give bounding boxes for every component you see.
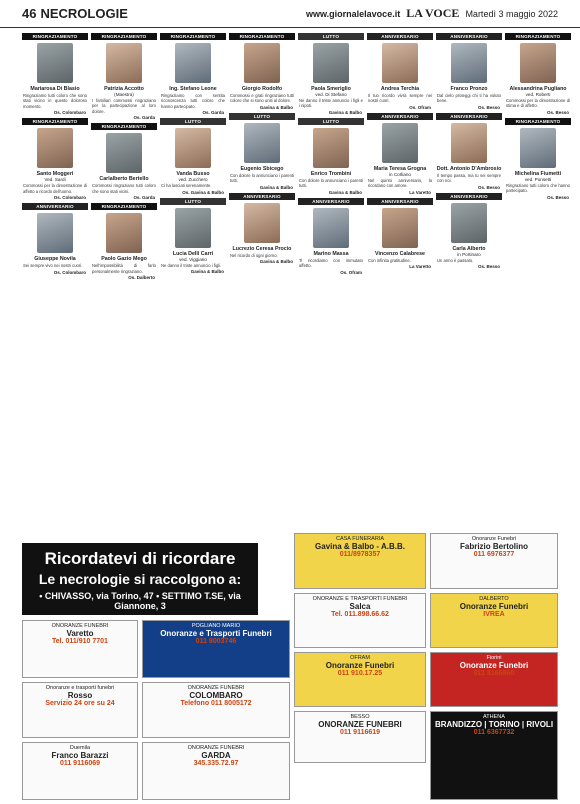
portrait-photo — [313, 43, 349, 83]
newspaper-name: LA VOCE — [406, 6, 460, 20]
notice-type-bar: ANNIVERSARIO — [298, 198, 364, 205]
funeral-home-signature: Os. Ofram — [409, 104, 431, 110]
notice-text: Nell'impossibilità di farlo personalmente ringraziano. — [92, 263, 156, 274]
reminder-subtitle: Le necrologie si raccolgono a: — [38, 571, 242, 587]
notice-type-bar: ANNIVERSARIO — [229, 193, 295, 200]
obituary-card — [229, 113, 295, 190]
ad-tel: Telefono 011 8005172 — [180, 700, 252, 707]
portrait-photo — [106, 133, 142, 173]
notice-text: Un anno è passato. — [437, 257, 474, 263]
obituary-card — [229, 193, 295, 264]
deceased-name: Vincenzo Calabrese — [375, 250, 425, 257]
notice-type-bar: RINGRAZIAMENTO — [229, 33, 295, 40]
deceased-name: Mariarosa Di Blasio — [30, 86, 80, 92]
ad-tel: 345.335.72.97 — [193, 760, 239, 767]
notice-text: Ne danno il triste annuncio i figli e i nipoti. — [299, 98, 363, 109]
obituary-column — [91, 33, 157, 283]
notice-type-bar: RINGRAZIAMENTO — [160, 33, 226, 40]
notice-type-bar: RINGRAZIAMENTO — [22, 33, 88, 40]
ad-gavina[interactable] — [294, 533, 426, 589]
funeral-home-signature: La Varetto — [409, 264, 431, 270]
obituary-card — [229, 33, 295, 110]
ad-dalberto[interactable] — [430, 593, 558, 648]
obituary-card — [160, 198, 226, 274]
notice-text: Ti ricordiamo con immutato affetto. — [299, 257, 363, 269]
notice-text: Commossi per la dimostrazione di affetto a ricordo dell'uomo. — [23, 183, 87, 194]
obituary-card — [160, 118, 226, 194]
obituary-card — [436, 193, 502, 269]
ad-rosso[interactable] — [22, 682, 138, 738]
ad-colombaro[interactable] — [142, 682, 290, 738]
reminder-title: Ricordatevi di ricordare — [44, 549, 236, 568]
ad-tel: 011 6976377 — [473, 551, 515, 558]
ad-brand: Onoranze e Trasporti Funebri — [160, 629, 272, 638]
issue-date: Martedì 3 maggio 2022 — [465, 8, 558, 19]
ad-name: Onoranze e trasporti funebri — [45, 685, 115, 691]
notice-type-bar: RINGRAZIAMENTO — [91, 33, 157, 40]
notice-type-bar: LUTTO — [160, 198, 226, 205]
ad-tel: 011 6367732 — [473, 729, 515, 736]
obituary-card — [298, 118, 364, 195]
notice-text: Sei sempre vivo nei nostri cuori. — [23, 263, 83, 269]
notice-text: Ne danno il triste annuncio i figli. — [161, 262, 222, 268]
ad-tel: 011 910.17.25 — [337, 670, 383, 677]
section-title: NECROLOGIE — [40, 6, 128, 21]
obituary-card — [298, 198, 364, 275]
portrait-photo — [175, 128, 211, 168]
ad-tel: 011 8003746 — [195, 638, 237, 645]
portrait-photo — [37, 128, 73, 168]
ad-name: ONORANZE FUNEBRI — [51, 623, 109, 629]
portrait-photo — [520, 43, 556, 83]
ad-name: ONORANZE E TRASPORTI FUNEBRI — [312, 596, 408, 602]
notice-type-bar: ANNIVERSARIO — [436, 193, 502, 200]
notice-type-bar: ANNIVERSARIO — [367, 113, 433, 120]
ad-brand: Salca — [349, 602, 371, 611]
ad-name: CASA FUNERARIA — [336, 536, 384, 542]
deceased-name: Dott. Antonio D'Ambrosio — [436, 165, 502, 172]
notice-text: Con infinita gratitudine. — [368, 257, 411, 263]
deceased-name: Marino Massa — [313, 250, 349, 257]
deceased-name: Vanda Busso — [176, 171, 210, 178]
obituary-card — [91, 123, 157, 200]
obituary-card — [91, 33, 157, 120]
funeral-home-signature: Os. Garda — [133, 195, 155, 201]
funeral-home-signature: Gavina & Balbo — [259, 184, 293, 190]
ad-name: POGLIANO MARIO — [191, 623, 241, 629]
obituary-card — [22, 203, 88, 274]
obituary-card — [91, 203, 157, 280]
notice-type-bar: ANNIVERSARIO — [436, 113, 502, 120]
ad-brand: Fabrizio Bertolino — [460, 542, 528, 551]
funeral-home-signature: Os. Besso — [477, 104, 500, 110]
deceased-subtitle: ved. Di Stefano — [315, 92, 347, 97]
deceased-name: Patrizia Accotto — [104, 86, 144, 92]
notice-type-bar: LUTTO — [160, 118, 226, 125]
funeral-home-signature: Gavina & Balbo — [190, 269, 224, 275]
funeral-home-signature: Os. Besso — [477, 184, 500, 190]
portrait-photo — [382, 43, 418, 83]
ad-tel: IVREA — [483, 611, 505, 618]
ad-tel: 011 8166860 — [473, 670, 515, 677]
portrait-photo — [382, 208, 418, 248]
funeral-home-signature: Os. Ofram — [340, 269, 362, 275]
deceased-name: Enrico Trombini — [310, 170, 352, 177]
funeral-home-signature: Gavina & Balbo — [328, 109, 362, 115]
ad-brand: Onoranze Funebri — [459, 602, 529, 611]
deceased-subtitle: ved. Viggiano — [179, 256, 207, 262]
obituary-card — [367, 198, 433, 269]
notice-text: Ringraziamo tutti coloro che sono stati vicino in questo doloroso momento. — [23, 93, 87, 109]
notice-text: Ci ha lasciati serenamente. — [161, 183, 212, 189]
deceased-name: Paolo Gazio Mego — [101, 256, 147, 263]
notice-type-bar: RINGRAZIAMENTO — [22, 118, 88, 125]
deceased-name: Alessandrina Pugliano — [509, 86, 567, 92]
ad-brand: Franco Barazzi — [51, 751, 109, 760]
ad-tel: Tel. 011/910 7701 — [52, 638, 108, 645]
deceased-subtitle: in Portinaro — [457, 251, 481, 257]
notice-type-bar: RINGRAZIAMENTO — [505, 33, 571, 40]
ad-garda[interactable] — [142, 742, 290, 800]
notice-text: Commossi per la dimostrazione di stima e di affetto. — [506, 98, 570, 109]
portrait-photo — [451, 203, 487, 243]
ad-brand: ONORANZE FUNEBRI — [318, 720, 402, 729]
notice-type-bar: RINGRAZIAMENTO — [505, 118, 571, 125]
notice-text: Il tempo passa, ma tu sei sempre con noi. — [437, 172, 501, 184]
funeral-home-signature: Os. Colombaro — [53, 110, 86, 116]
portrait-photo — [451, 123, 487, 163]
portrait-photo — [175, 208, 211, 248]
ad-brand: Varetto — [66, 629, 94, 638]
ad-salca[interactable] — [294, 593, 426, 648]
obituary-card — [505, 118, 571, 200]
deceased-subtitle: (Maestra) — [114, 92, 134, 97]
deceased-name: Maria Teresa Grogna — [373, 165, 427, 172]
funeral-home-signature: Gavina & Balbo — [259, 259, 293, 265]
funeral-home-signature: Os. Gavina & Balbo — [182, 189, 224, 195]
portrait-photo — [37, 213, 73, 253]
notice-type-bar: RINGRAZIAMENTO — [91, 203, 157, 210]
deceased-name: Carla Alberto — [452, 245, 486, 252]
ad-name: Fiorini — [486, 655, 502, 661]
ad-name: Duemila — [69, 745, 91, 751]
ad-brand: Gavina & Balbo - A.B.B. — [315, 542, 405, 551]
deceased-name: Carlalberto Bertello — [99, 176, 149, 183]
notice-text: Nel quinto anniversario, la ricordano con amore. — [368, 177, 432, 189]
notice-type-bar: RINGRAZIAMENTO — [91, 123, 157, 130]
ad-fabrizio[interactable] — [430, 533, 558, 589]
obituary-card — [298, 33, 364, 115]
deceased-name: Eugenio Sbicego — [240, 165, 284, 172]
notice-type-bar: LUTTO — [298, 118, 364, 125]
deceased-subtitle: ved. Roberti — [525, 92, 551, 97]
notice-type-bar: ANNIVERSARIO — [22, 203, 88, 210]
portrait-photo — [451, 43, 487, 83]
notice-text: Ringraziano tutti coloro che hanno partecipato. — [506, 182, 570, 194]
ad-brand: COLOMBARO — [189, 691, 243, 700]
portrait-photo — [175, 43, 211, 83]
notice-type-bar: ANNIVERSARIO — [367, 198, 433, 205]
portrait-photo — [520, 128, 556, 168]
obituary-column — [160, 33, 226, 277]
obituary-card — [505, 33, 571, 115]
notice-type-bar: ANNIVERSARIO — [436, 33, 502, 40]
ad-tel: 011/8978357 — [339, 551, 381, 558]
ad-tel: Tel. 011.898.66.62 — [331, 611, 389, 618]
ad-name: ONORANZE FUNEBRI — [187, 745, 245, 751]
ad-brand: Rosso — [67, 691, 93, 700]
ad-varetto[interactable] — [22, 620, 138, 678]
ad-brand: Onoranze Funebri — [325, 661, 395, 670]
ad-name: ATHENA — [483, 714, 505, 720]
obituary-card — [436, 113, 502, 190]
reminder-addresses: • CHIVASSO, via Torino, 47 • SETTIMO T.SE, via Giannone, 3 — [39, 591, 241, 611]
funeral-home-signature: Os. Garda — [202, 110, 224, 116]
notice-type-bar: LUTTO — [229, 113, 295, 120]
funeral-home-signature: Gavina & Balbo — [328, 189, 362, 195]
obituary-column — [298, 33, 364, 278]
deceased-name: Giuseppe Novila — [34, 256, 76, 263]
ad-athena[interactable] — [430, 711, 558, 800]
deceased-name: Santo Moggeri — [36, 171, 74, 178]
portrait-photo — [313, 128, 349, 168]
funeral-home-signature: Os. Colombaro — [53, 269, 86, 275]
deceased-subtitle: ved. Zucchero — [178, 177, 208, 183]
funeral-home-signature: La Varetto — [409, 189, 431, 195]
page-header — [0, 0, 580, 28]
portrait-photo — [106, 213, 142, 253]
ad-fiorini[interactable] — [430, 652, 558, 707]
notice-text: I familiari commossi ringraziano per la partecipazione al loro dolore. — [92, 98, 156, 114]
site-url[interactable]: www.giornalelavoce.it — [306, 8, 401, 19]
obituary-column — [22, 33, 88, 278]
notice-text: Ringraziamo con sentita riconoscenza tutti coloro che hanno partecipato. — [161, 93, 225, 109]
notice-text: Dal cielo proteggi chi ti ha voluto bene. — [437, 93, 501, 104]
notice-text: Con dolore lo annunciano i parenti tutti. — [230, 172, 294, 184]
portrait-photo — [244, 203, 280, 243]
deceased-subtitle: ved. Ponsetti — [524, 176, 552, 182]
ad-name: BESSO — [350, 714, 370, 720]
deceased-name: Michelina Fiumetti — [514, 170, 562, 177]
funeral-home-signature: Os. Besso — [477, 264, 500, 270]
notice-type-bar: LUTTO — [298, 33, 364, 40]
ad-tel: Servizio 24 ore su 24 — [45, 700, 115, 707]
funeral-home-signature: Os. Besso — [546, 194, 569, 200]
ad-tel: 011 9116619 — [339, 729, 381, 736]
ad-name: ONORANZE FUNEBRI — [187, 685, 245, 691]
obituary-card — [160, 33, 226, 115]
obituary-card — [436, 33, 502, 110]
obituary-card — [367, 33, 433, 110]
deceased-name: Andrea Terchia — [380, 86, 420, 92]
portrait-photo — [106, 43, 142, 83]
ad-name: Onoranze Funebri — [471, 536, 517, 542]
notice-text: Nel ricordo di ogni giorno. — [230, 252, 278, 258]
ad-brand: GARDA — [201, 751, 231, 760]
deceased-name: Giorgio Rodolfo — [241, 86, 283, 92]
ad-name: DALBERTO — [479, 596, 509, 602]
notice-type-bar: ANNIVERSARIO — [367, 33, 433, 40]
ad-ofram[interactable] — [294, 652, 426, 707]
notice-text: Commossi e grati ringraziano tutti coloro che si sono uniti al dolore. — [230, 93, 294, 104]
obituary-card — [22, 118, 88, 200]
deceased-subtitle: in Corliano — [389, 171, 411, 177]
deceased-name: Paola Smeriglio — [311, 86, 351, 92]
deceased-name: Lucrezio Ceresa Procio — [232, 245, 292, 252]
notice-text: Con dolore lo annunciano i parenti tutti. — [299, 177, 363, 189]
ad-brand: Onoranze Funebri — [459, 661, 529, 670]
page-number: 46 — [22, 6, 37, 21]
ad-name: OFRAM — [350, 655, 370, 661]
deceased-name: Ing. Stefano Leone — [169, 86, 217, 92]
funeral-home-signature: Os. Dalberto — [128, 275, 155, 281]
reminder-banner — [22, 543, 258, 615]
portrait-photo — [382, 123, 418, 163]
deceased-subtitle: Ved. Sardi — [44, 177, 66, 183]
obituary-card — [367, 113, 433, 195]
obituary-column — [505, 33, 571, 203]
notice-text: Il tuo ricordo vivrà sempre nei nostri cuori. — [368, 93, 432, 104]
notice-text: Commossi ringraziano tutti coloro che sono stati vicini. — [92, 183, 156, 194]
funeral-home-signature: Os. Besso — [546, 109, 569, 115]
portrait-photo — [244, 123, 280, 163]
ad-pogliano[interactable] — [142, 620, 290, 678]
obituary-column — [229, 33, 295, 267]
ad-brand: BRANDIZZO | TORINO | RIVOLI — [434, 720, 554, 729]
deceased-name: Franco Pronzo — [450, 86, 488, 92]
deceased-name: Lucia Delli Carri — [172, 250, 214, 257]
portrait-photo — [37, 43, 73, 83]
portrait-photo — [244, 43, 280, 83]
obituary-column — [367, 33, 433, 272]
portrait-photo — [313, 208, 349, 248]
obituary-column — [436, 33, 502, 272]
funeral-home-signature: Gavina & Balbo — [259, 104, 293, 110]
funeral-home-signature: Os. Garda — [133, 115, 155, 121]
ad-duemila[interactable] — [22, 742, 138, 800]
ad-besso[interactable] — [294, 711, 426, 763]
obituary-card — [22, 33, 88, 115]
funeral-home-signature: Os. Colombaro — [53, 195, 86, 201]
ad-tel: 011 9116069 — [59, 760, 101, 767]
